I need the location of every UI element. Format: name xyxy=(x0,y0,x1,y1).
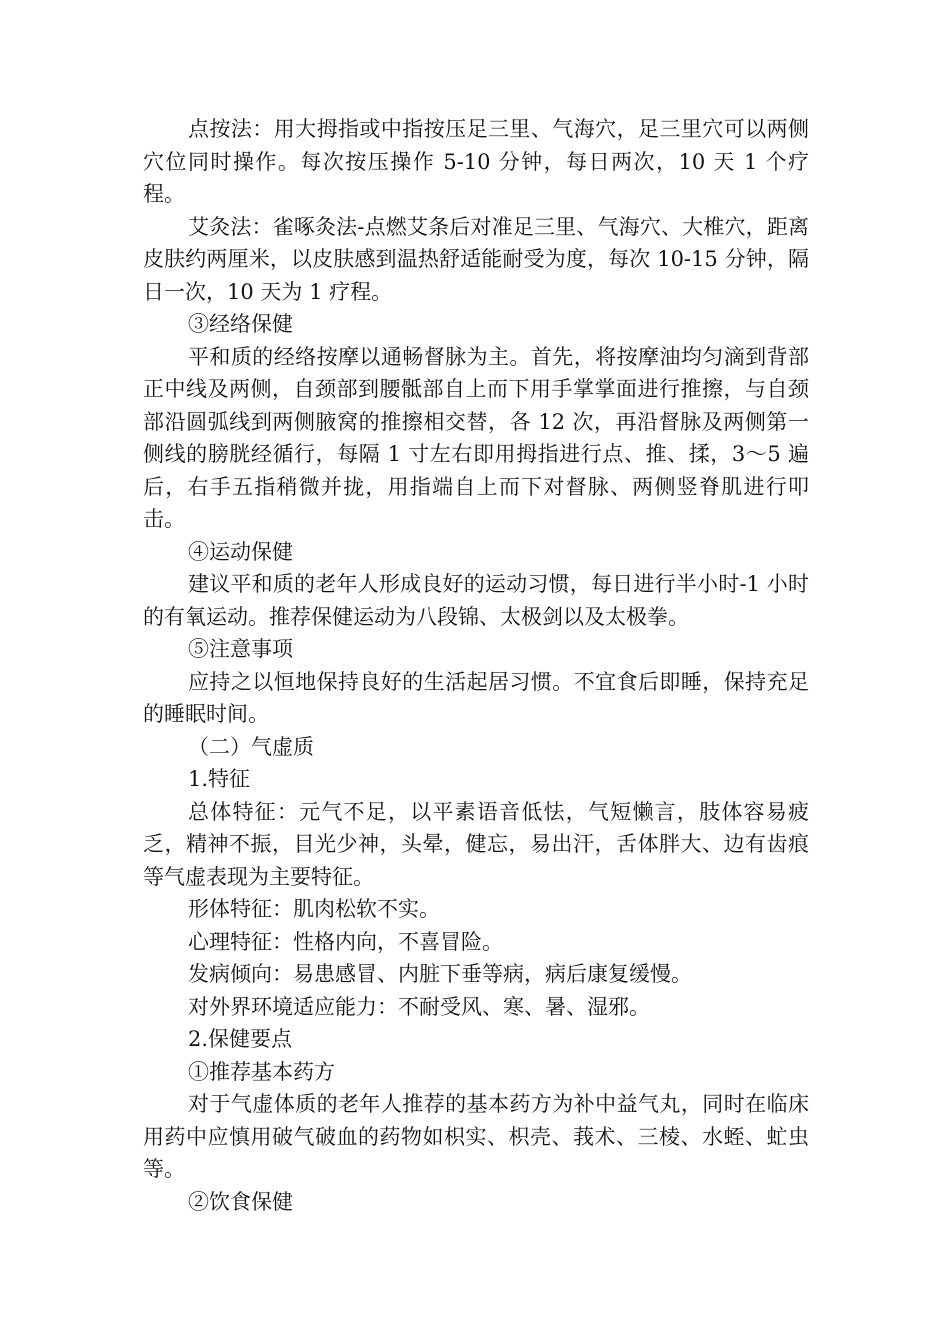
paragraph-exercise: 建议平和质的老年人形成良好的运动习惯，每日进行半小时-1 小时的有氧运动。推荐保健运动为八段锦、太极剑以及太极拳。 xyxy=(143,572,809,629)
heading-meridian-care: ③经络保健 xyxy=(188,312,293,336)
subheading-characteristics: 1.特征 xyxy=(188,767,251,791)
heading-precautions: ⑤注意事项 xyxy=(188,637,293,661)
heading-recommended-prescription: ①推荐基本药方 xyxy=(188,1059,335,1084)
paragraph-precautions: 应持之以恒地保持良好的生活起居习惯。不宜食后即睡，保持充足的睡眠时间。 xyxy=(143,669,809,726)
document-body xyxy=(143,113,809,1218)
heading-diet-care: ②饮食保健 xyxy=(188,1189,293,1214)
section-heading-qi-deficiency: （二）气虚质 xyxy=(188,734,314,759)
subheading-health-points: 2.保健要点 xyxy=(188,1027,293,1051)
paragraph-overall-characteristics: 总体特征：元气不足，以平素语音低怯，气短懒言，肢体容易疲乏，精神不振，目光少神，头晕，健忘，易出汗，舌体胖大、边有齿痕等气虚表现为主要特征。 xyxy=(143,799,809,889)
paragraph-physical-characteristics: 形体特征：肌肉松软不实。 xyxy=(188,897,440,921)
paragraph-acupressure: 点按法：用大拇指或中指按压足三里、气海穴，足三里穴可以两侧穴位同时操作。每次按压操作 5-10 分钟，每日两次，10 天 1 个疗程。 xyxy=(143,117,809,206)
paragraph-meridian-massage: 平和质的经络按摩以通畅督脉为主。首先，将按摩油均匀滴到背部正中线及两侧，自颈部到腰骶部自上而下用手掌掌面进行推擦，与自颈部沿圆弧线到两侧腋窝的推擦相交替，各 12 次，再沿督脉及两侧第一侧线的膀胱经循行，每隔 1 寸左右即用拇指进行点、推、揉，3～5 遍后，右手五指稍微并拢，用指端自上而下对督脉、两侧竖脊肌进行叩击。 xyxy=(143,344,809,531)
paragraph-moxibustion: 艾灸法：雀啄灸法-点燃艾条后对准足三里、气海穴、大椎穴，距离皮肤约两厘米，以皮肤感到温热舒适能耐受为度，每次 10-15 分钟，隔日一次，10 天为 1 疗程。 xyxy=(143,214,809,304)
paragraph-psychological-characteristics: 心理特征：性格内向，不喜冒险。 xyxy=(188,929,503,954)
paragraph-environment-adaptability: 对外界环境适应能力：不耐受风、寒、暑、湿邪。 xyxy=(188,994,650,1019)
paragraph-disease-tendency: 发病倾向：易患感冒、内脏下垂等病，病后康复缓慢。 xyxy=(188,962,692,986)
paragraph-prescription: 对于气虚体质的老年人推荐的基本药方为补中益气丸，同时在临床用药中应慎用破气破血的药物如枳实、枳壳、莪术、三棱、水蛭、虻虫等。 xyxy=(143,1092,809,1181)
heading-exercise-care: ④运动保健 xyxy=(188,539,293,564)
